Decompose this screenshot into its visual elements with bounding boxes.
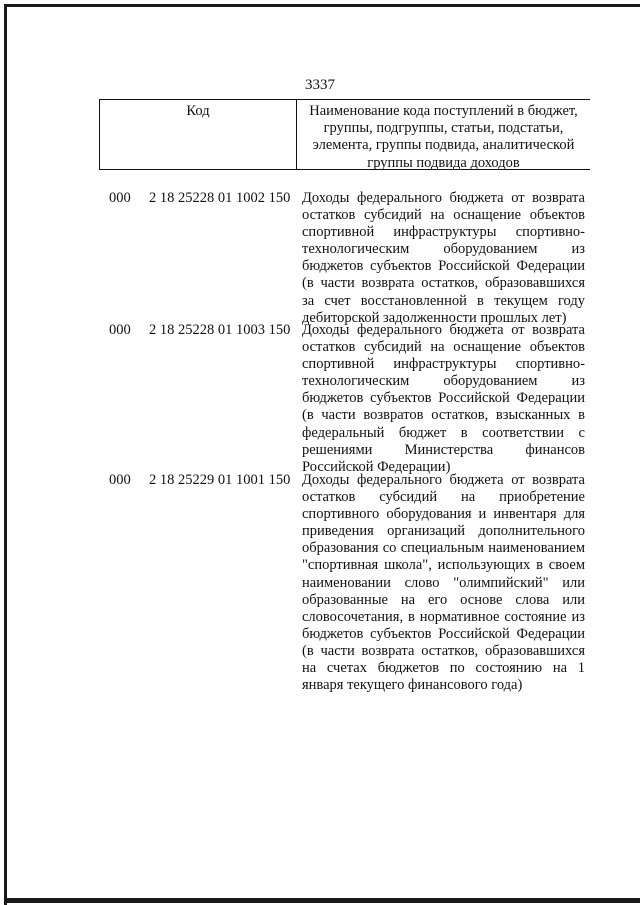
table-header bbox=[99, 99, 590, 170]
header-code-column: Код bbox=[100, 100, 297, 169]
admin-code: 000 bbox=[109, 322, 131, 338]
admin-code: 000 bbox=[109, 472, 131, 488]
revenue-code: 2 18 25228 01 1002 150 bbox=[149, 190, 291, 206]
admin-code: 000 bbox=[109, 190, 131, 206]
revenue-description: Доходы федерального бюджета от возврата остатков субсидий на оснащение объектов спортивной инфраструктуры спортивно-технологическим оборудованием из бюджетов субъектов Российской Федерации (в части возврата остатков, образовавшихся за счет восстановленной в текущем году дебиторской задолженности прошлых лет) bbox=[302, 190, 585, 326]
header-name-column: Наименование кода поступлений в бюджет, группы, подгруппы, статьи, подстатьи, элемента, группы подвида, аналитической группы подвида доходов bbox=[309, 103, 578, 171]
revenue-code: 2 18 25229 01 1001 150 bbox=[149, 472, 291, 488]
scan-edge-bottom bbox=[6, 898, 640, 903]
revenue-description: Доходы федерального бюджета от возврата остатков субсидий на приобретение спортивного оборудования и инвентаря для приведения организаций дополнительного образования со специальным наименованием "спортивная школа", использующих в своем наименовании слово "олимпийский" или образованные на его основе слова или словосочетания, в нормативное состояние из бюджетов субъектов Российской Федерации (в части возврата остатков, образовавшихся на счетах бюджетов по состоянию на 1 января текущего финансового года) bbox=[302, 472, 585, 694]
revenue-code: 2 18 25228 01 1003 150 bbox=[149, 322, 291, 338]
revenue-description: Доходы федерального бюджета от возврата остатков субсидий на оснащение объектов спортивной инфраструктуры спортивно-технологическим оборудованием из бюджетов субъектов Российской Федерации (в части возвратов остатков, взысканных в федеральный бюджет в соответствии с решениями Министерства финансов Российской Федерации) bbox=[302, 322, 585, 475]
scan-edge-left bbox=[4, 4, 7, 905]
scan-edge-top bbox=[6, 4, 640, 7]
page-number: 3337 bbox=[305, 77, 335, 93]
